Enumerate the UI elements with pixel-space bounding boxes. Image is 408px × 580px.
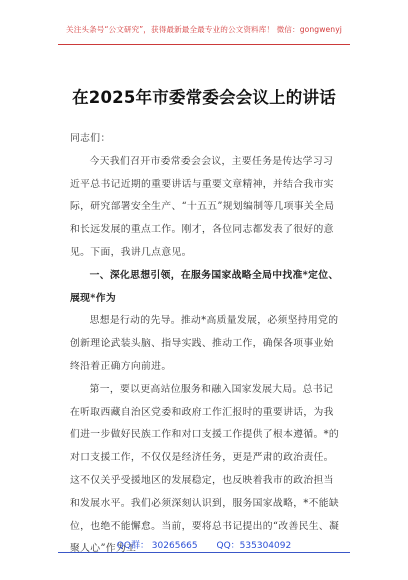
body-paragraph: 思想是行动的先导。推动*高质量发展，必须坚持用党的创新理论武装头脑、指导实践、推动工作，确保各项事业始终沿着正确方向前进。	[70, 315, 339, 372]
footer-contacts	[0, 538, 408, 551]
header-divider	[58, 44, 350, 45]
body-paragraph: 第一，要以更高站位服务和融入国家发展大局。总书记在听取西藏自治区党委和政府工作汇报时的重要讲话，为我们进一步做好民族工作和对口支援工作提供了根本遵循。*的对口支援工作，不仅仅是经济任务，更是严肃的政治责任。这不仅关乎受援地区的发展稳定，也反映着我市的政治担当和发展水平。我们必须深刻认识到，服务国家战略，*不能缺位，也绝不能懈怠。当前，要将总书记提出的“改善民生、凝聚人心”作为工	[70, 383, 340, 555]
qq-number: QQ：535304092	[216, 541, 292, 551]
section-heading: 一、深化思想引领，在服务国家战略全局中找准*定位、展现*作为	[70, 269, 339, 304]
document-body	[70, 128, 342, 561]
document-title: 在2025年市委常委会会议上的讲话	[72, 88, 336, 107]
salutation: 同志们：	[70, 133, 111, 144]
header-promo-note: 关注头条号“公文研究”，获得最新最全最专业的公文资料库！ 微信：gongwenyj	[66, 25, 342, 34]
footer-divider	[58, 552, 350, 553]
intro-paragraph: 今天我们召开市委常委会会议，主要任务是传达学习习近平总书记近期的重要讲话与重要文章精神，并结合我市实际，研究部署安全生产、“十五五”规划编制等几项事关全局和长远发展的重点工作。刚才，各位同志都发表了很好的意见。下面，我讲几点意见。	[70, 155, 335, 258]
qq-group-number: QQ群： 30265665	[116, 541, 198, 551]
